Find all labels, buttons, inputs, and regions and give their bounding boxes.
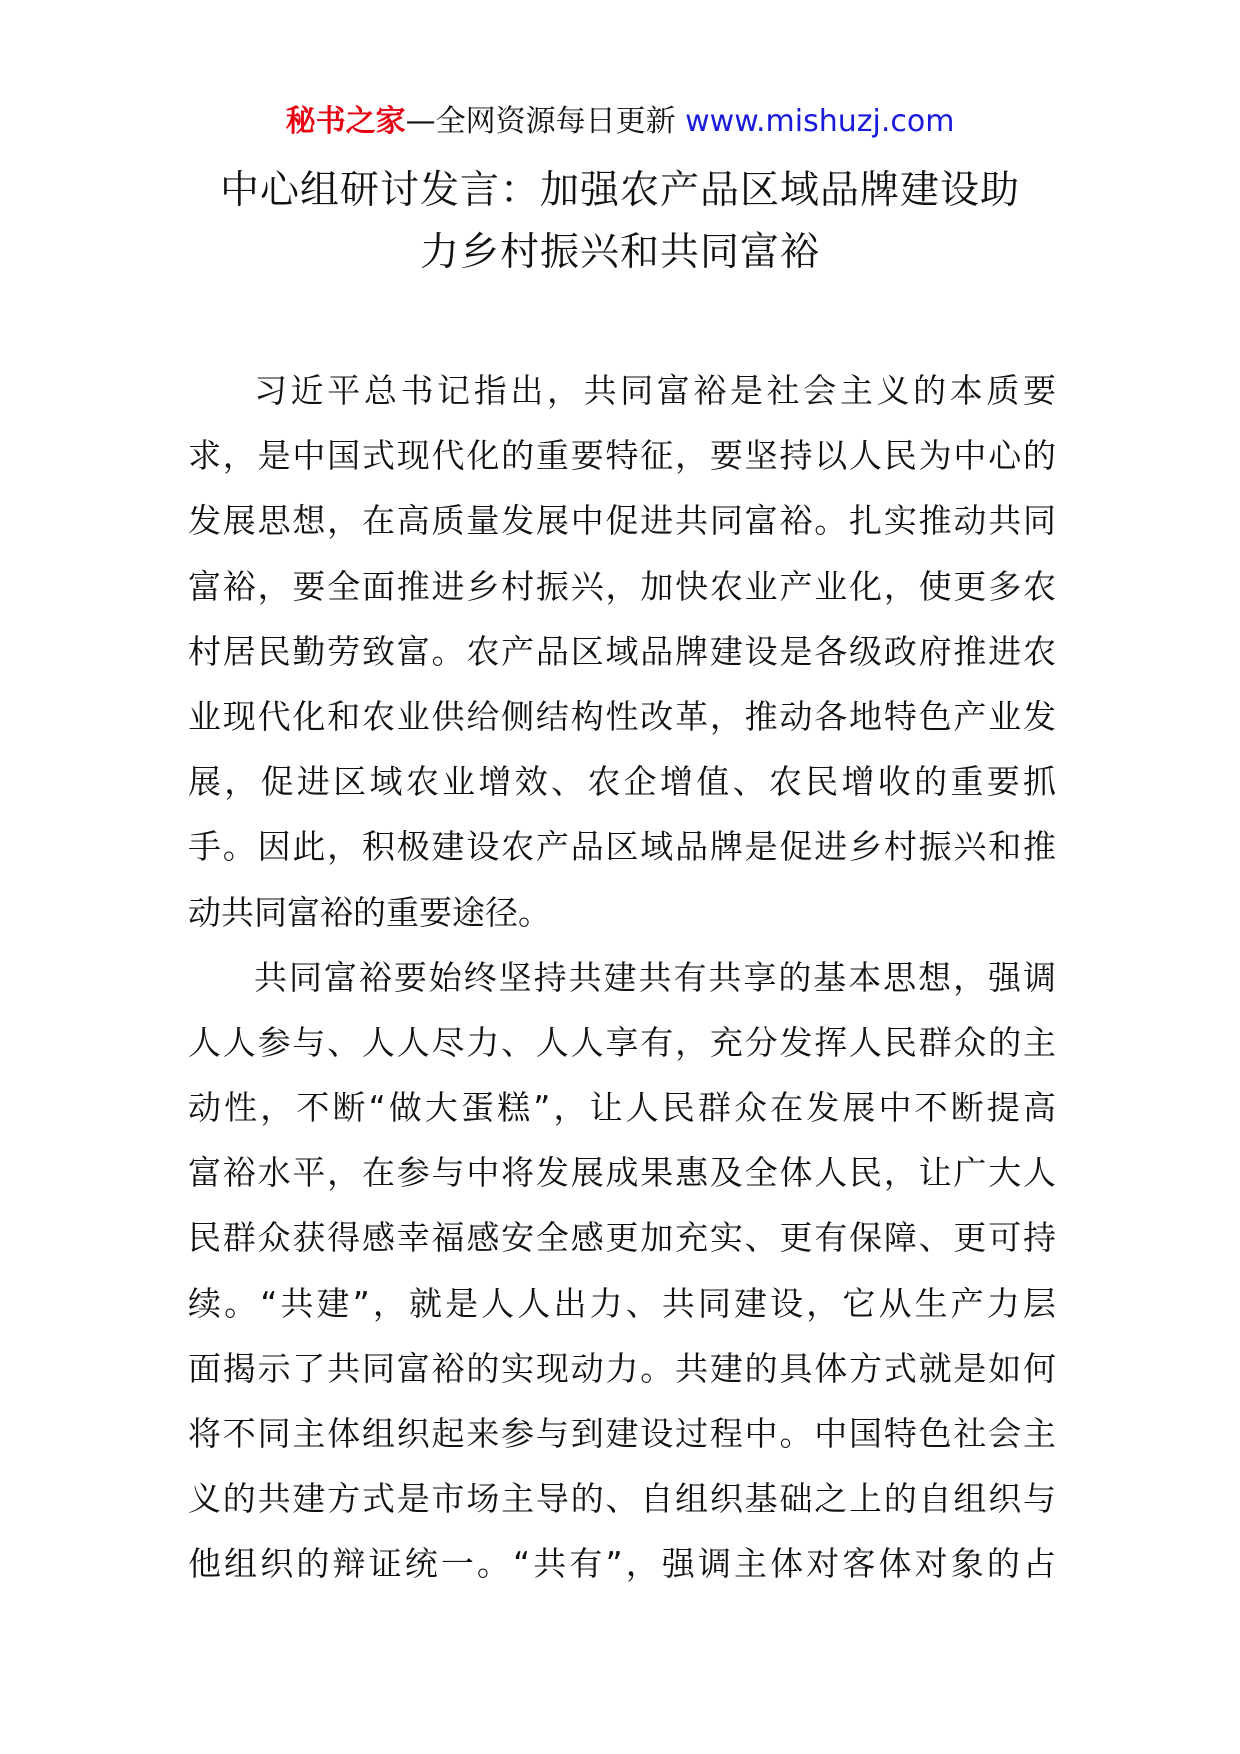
document-body xyxy=(188,358,1056,1597)
title-line: 力乡村振兴和共同富裕 xyxy=(419,230,820,275)
body-line: 面揭示了共同富裕的实现动力。共建的具体方式就是如何 xyxy=(188,1348,1056,1388)
site-url[interactable]: www.mishuzj.com xyxy=(685,104,955,139)
body-line: 习近平总书记指出，共同富裕是社会主义的本质要 xyxy=(254,371,1056,410)
body-line: 人人参与、人人尽力、人人享有，充分发挥人民群众的主 xyxy=(188,1022,1056,1062)
body-line: 续。“共建”，就是人人出力、共同建设，它从生产力层 xyxy=(188,1283,1056,1323)
body-line: 义的共建方式是市场主导的、自组织基础之上的自组织与 xyxy=(188,1479,1056,1519)
body-line: 民群众获得感幸福感安全感更加充实、更有保障、更可持 xyxy=(188,1218,1056,1258)
body-line: 求，是中国式现代化的重要特征，要坚持以人民为中心的 xyxy=(188,436,1056,476)
body-line: 富裕水平，在参与中将发展成果惠及全体人民，让广大人 xyxy=(188,1153,1056,1193)
document-title xyxy=(190,160,1050,284)
body-line: 业现代化和农业供给侧结构性改革，推动各地特色产业发 xyxy=(188,696,1056,736)
body-line: 共同富裕要始终坚持共建共有共享的基本思想，强调 xyxy=(254,957,1056,997)
body-line: 动共同富裕的重要途径。 xyxy=(188,892,551,932)
site-header xyxy=(0,100,1240,144)
body-line: 他组织的辩证统一。“共有”，强调主体对客体对象的占 xyxy=(188,1544,1056,1584)
body-line: 发展思想，在高质量发展中促进共同富裕。扎实推动共同 xyxy=(188,501,1056,541)
body-line: 村居民勤劳致富。农产品区域品牌建设是各级政府推进农 xyxy=(188,631,1056,671)
title-line: 中心组研讨发言：加强农产品区域品牌建设助 xyxy=(219,168,1020,213)
body-line: 将不同主体组织起来参与到建设过程中。中国特色社会主 xyxy=(188,1414,1056,1453)
body-line: 手。因此，积极建设农产品区域品牌是促进乡村振兴和推 xyxy=(188,827,1056,867)
body-line: 动性，不断“做大蛋糕”，让人民群众在发展中不断提高 xyxy=(188,1088,1056,1128)
body-line: 展，促进区域农业增效、农企增值、农民增收的重要抓 xyxy=(188,762,1056,802)
site-brand: 秘书之家 xyxy=(285,104,406,139)
site-tagline: —全网资源每日更新 xyxy=(405,104,676,139)
body-line: 富裕，要全面推进乡村振兴，加快农业产业化，使更多农 xyxy=(188,566,1056,606)
